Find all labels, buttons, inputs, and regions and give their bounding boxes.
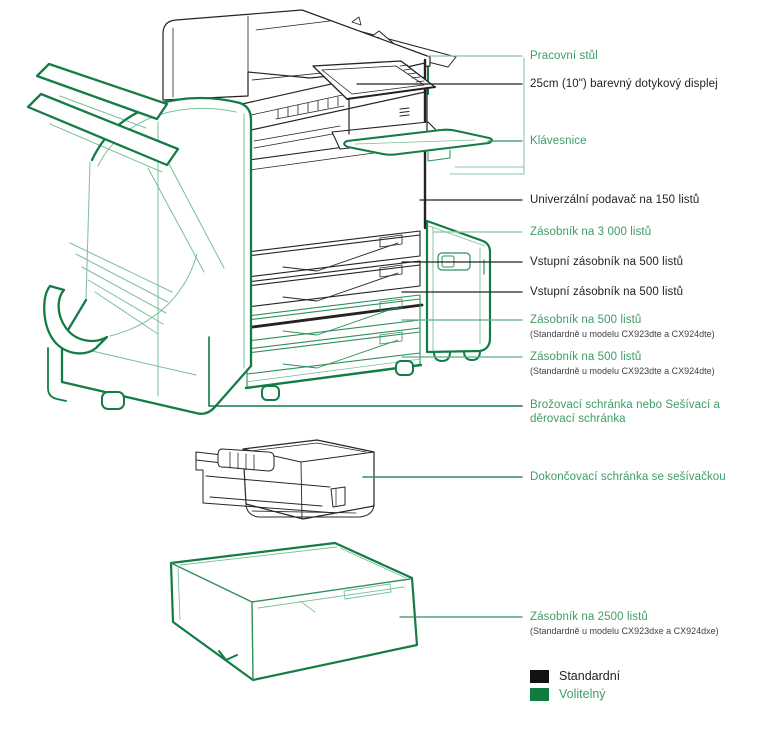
label-zasobnik-500-2-note: (Standardně u modelu CX923dte a CX924dte) [530, 366, 715, 376]
input-trays-optional-illustration [246, 295, 421, 400]
label-zasobnik-3000: Zásobník na 3 000 listů [530, 226, 652, 238]
menu-mark [400, 108, 409, 116]
label-pracovni-stul: Pracovní stůl [530, 50, 598, 62]
optional-swatch [530, 688, 549, 701]
label-zasobnik-500-1: Zásobník na 500 listů [530, 314, 642, 326]
staple-finisher-illustration [196, 440, 374, 519]
label-dotykovy-displej: 25cm (10") barevný dotykový displej [530, 78, 718, 90]
high-capacity-tray-illustration [427, 221, 490, 361]
booklet-finisher-illustration [28, 64, 251, 414]
label-dokoncovaci-schranka: Dokončovací schránka se sešívačkou [530, 471, 726, 483]
label-vstupni-zasobnik-2: Vstupní zásobník na 500 listů [530, 286, 684, 298]
label-brozovaci-schranka: Brožovací schránka nebo Sešívací a děrovací schránka [530, 399, 721, 425]
label-zasobnik-500-2: Zásobník na 500 listů [530, 351, 642, 363]
input-trays-standard-illustration [247, 231, 420, 307]
legend-standard [530, 669, 620, 683]
label-klavesnice: Klávesnice [530, 135, 587, 147]
legend-standard-label: Standardní [559, 669, 621, 683]
label-vstupni-zasobnik-1: Vstupní zásobník na 500 listů [530, 256, 684, 268]
label-zasobnik-2500-note: (Standardně u modelu CX923dxe a CX924dxe) [530, 626, 719, 636]
high-capacity-2500-tray-illustration [171, 543, 417, 680]
standard-swatch [530, 670, 549, 683]
legend-optional [530, 687, 606, 701]
label-zasobnik-500-1-note: (Standardně u modelu CX923dte a CX924dte) [530, 329, 715, 339]
label-zasobnik-2500: Zásobník na 2500 listů [530, 611, 648, 623]
label-univerzalni-podavac: Univerzální podavač na 150 listů [530, 194, 700, 206]
legend-optional-label: Volitelný [559, 687, 606, 701]
